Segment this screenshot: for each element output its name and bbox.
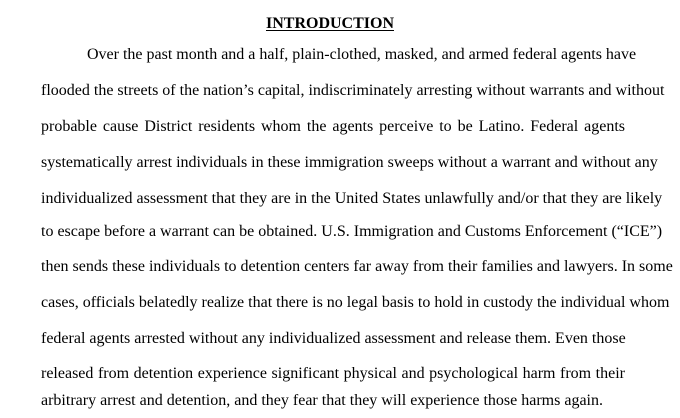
paragraph-line: to escape before a warrant can be obtained. U.S. Immigration and Customs Enforcement (“ICE”) [41,223,663,240]
paragraph-line: arbitrary arrest and detention, and they fear that they will experience those harms again. [41,392,603,409]
paragraph-line: probable cause District residents whom the agents perceive to be Latino. Federal agents [41,118,625,135]
paragraph-line: cases, officials belatedly realize that there is no legal basis to hold in custody the individual whom [41,294,670,311]
paragraph-line: flooded the streets of the nation’s capital, indiscriminately arresting without warrants and without [41,82,665,99]
paragraph-line: systematically arrest individuals in these immigration sweeps without a warrant and without any [41,154,658,171]
paragraph-line: individualized assessment that they are in the United States unlawfully and/or that they are likely [41,190,663,207]
section-heading: INTRODUCTION [265,15,394,32]
paragraph-line: federal agents arrested without any individualized assessment and release them. Even those [41,330,626,347]
paragraph-line: Over the past month and a half, plain-clothed, masked, and armed federal agents have [87,46,637,63]
paragraph-line: then sends these individuals to detention centers far away from their families and lawyers. In some [41,258,673,275]
paragraph-line: released from detention experience significant physical and psychological harm from their [41,365,625,382]
